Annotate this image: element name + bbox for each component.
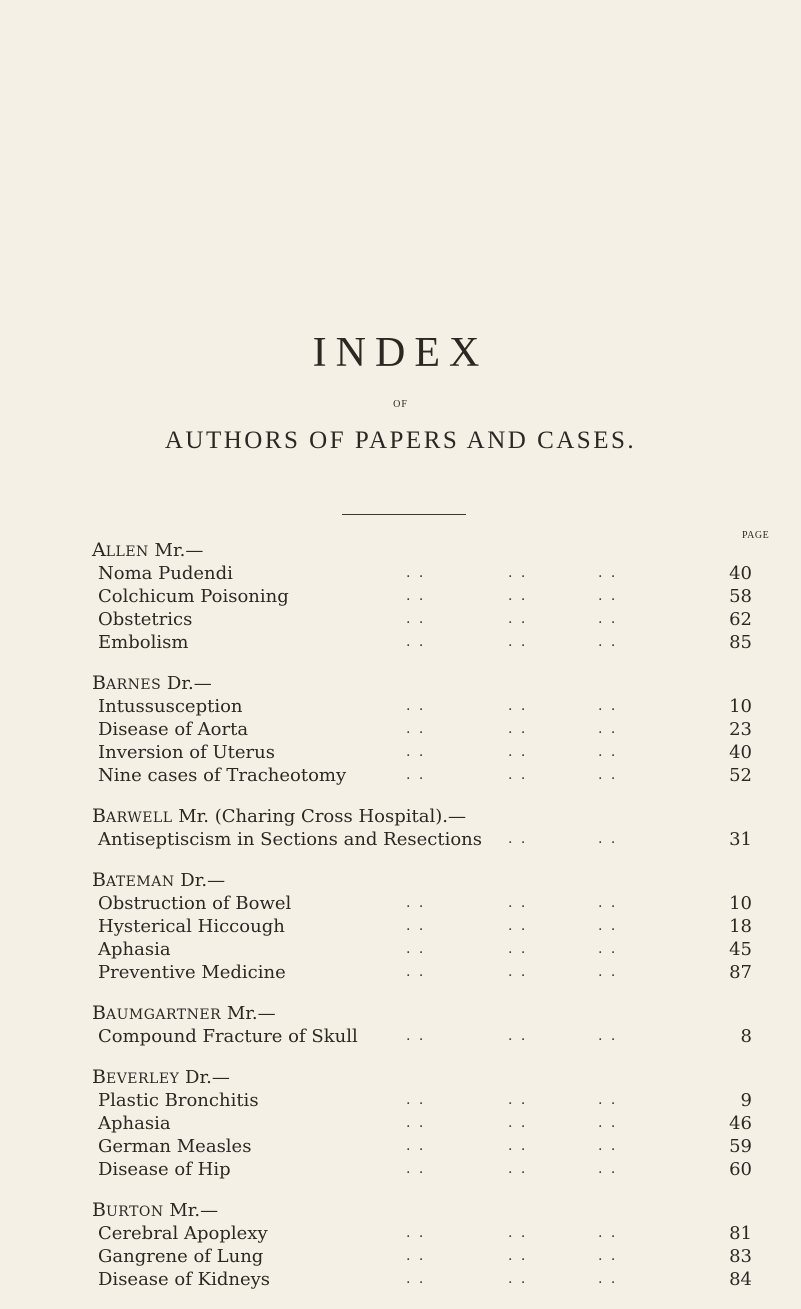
entry-page-number: 58	[729, 586, 752, 607]
author-surname: URTON	[105, 1204, 164, 1220]
author-heading	[92, 1199, 746, 1222]
entry-title: Nine cases of Tracheotomy	[98, 765, 347, 786]
dot-leaders	[98, 631, 692, 654]
leader-dots: . .	[406, 895, 426, 911]
dot-leaders	[98, 961, 692, 984]
leader-dots: . .	[598, 721, 618, 737]
author-initial: B	[92, 672, 106, 694]
index-subtitle: AUTHORS OF PAPERS AND CASES.	[164, 427, 637, 454]
leader-dots: . .	[406, 1225, 426, 1241]
dot-leaders	[98, 1112, 692, 1135]
author-block	[92, 1002, 752, 1048]
leader-dots: . .	[508, 611, 528, 627]
leader-dots: . .	[508, 1225, 528, 1241]
index-entry	[98, 1025, 752, 1048]
dot-leaders	[98, 718, 692, 741]
dot-leaders	[98, 828, 692, 851]
entry-title: Aphasia	[98, 1113, 171, 1134]
leader-dots: . .	[508, 744, 528, 760]
entry-page-number: 81	[729, 1223, 752, 1244]
author-initial: B	[92, 869, 106, 891]
author-surname: AUMGARTNER	[105, 1007, 222, 1023]
entry-title: Compound Fracture of Skull	[98, 1026, 358, 1047]
entry-page-number: 31	[729, 829, 752, 850]
leader-dots: . .	[508, 565, 528, 581]
author-surname: EVERLEY	[105, 1071, 180, 1087]
dot-leaders	[98, 938, 692, 961]
leader-dots: . .	[406, 721, 426, 737]
leader-dots: . .	[406, 744, 426, 760]
author-heading	[92, 869, 746, 892]
leader-dots: . .	[406, 588, 426, 604]
leader-dots: . .	[598, 1138, 618, 1154]
index-entry	[98, 1222, 752, 1245]
author-title: Dr.—	[174, 870, 226, 891]
entry-title: Antiseptiscism in Sections and Resections	[98, 829, 483, 850]
dot-leaders	[98, 1268, 692, 1291]
dot-leaders	[98, 608, 692, 631]
author-initial: B	[92, 1199, 106, 1221]
leader-dots: . .	[406, 767, 426, 783]
leader-dots: . .	[406, 1115, 426, 1131]
dot-leaders	[98, 915, 692, 938]
leader-dots: . .	[598, 831, 618, 847]
author-title: Dr.—	[179, 1067, 230, 1088]
dot-leaders	[98, 1025, 692, 1048]
entry-page-number: 60	[729, 1159, 752, 1180]
dot-leaders	[98, 892, 692, 915]
index-entry	[98, 938, 752, 961]
leader-dots: . .	[598, 1271, 618, 1287]
page-column-label: PAGE	[742, 530, 770, 541]
leader-dots: . .	[508, 1092, 528, 1108]
entry-title: Gangrene of Lung	[98, 1246, 264, 1267]
entry-page-number: 84	[729, 1269, 752, 1290]
entry-page-number: 83	[729, 1246, 752, 1267]
entry-page-number: 40	[729, 563, 752, 584]
leader-dots: . .	[508, 831, 528, 847]
leader-dots: . .	[406, 565, 426, 581]
leader-dots: . .	[598, 1028, 618, 1044]
dot-leaders	[98, 1158, 692, 1181]
leader-dots: . .	[598, 1115, 618, 1131]
author-heading	[92, 539, 746, 562]
leader-dots: . .	[598, 941, 618, 957]
entry-title: Embolism	[98, 632, 189, 653]
leader-dots: . .	[598, 1161, 618, 1177]
dot-leaders	[98, 1245, 692, 1268]
index-entry	[98, 892, 752, 915]
dot-leaders	[98, 1089, 692, 1112]
index-entry	[98, 608, 752, 631]
leader-dots: . .	[598, 698, 618, 714]
index-entry	[98, 562, 752, 585]
author-title: Mr.—	[163, 1200, 219, 1221]
author-title: Mr.—	[221, 1003, 276, 1024]
author-block	[92, 672, 752, 787]
author-block	[92, 539, 752, 654]
leader-dots: . .	[598, 918, 618, 934]
entry-page-number: 9	[740, 1090, 752, 1111]
author-heading	[92, 1002, 746, 1025]
leader-dots: . .	[508, 1161, 528, 1177]
leader-dots: . .	[406, 611, 426, 627]
author-title: Dr.—	[161, 673, 212, 694]
leader-dots: . .	[406, 634, 426, 650]
leader-dots: . .	[406, 964, 426, 980]
entry-page-number: 62	[729, 609, 752, 630]
author-initial: A	[92, 539, 106, 561]
author-block	[92, 1066, 752, 1181]
entry-title: Obstruction of Bowel	[98, 893, 292, 914]
leader-dots: . .	[598, 895, 618, 911]
entry-page-number: 87	[729, 962, 752, 983]
leader-dots: . .	[598, 634, 618, 650]
dot-leaders	[98, 695, 692, 718]
entry-title: Obstetrics	[98, 609, 193, 630]
author-surname: ATEMAN	[105, 874, 175, 890]
leader-dots: . .	[598, 611, 618, 627]
index-entry	[98, 1158, 752, 1181]
entry-page-number: 18	[729, 916, 752, 937]
index-entry	[98, 1089, 752, 1112]
leader-dots: . .	[508, 1271, 528, 1287]
leader-dots: . .	[508, 698, 528, 714]
entry-title: Plastic Bronchitis	[98, 1090, 259, 1111]
leader-dots: . .	[598, 964, 618, 980]
index-entry	[98, 915, 752, 938]
dot-leaders	[98, 741, 692, 764]
leader-dots: . .	[508, 918, 528, 934]
entry-page-number: 40	[729, 742, 752, 763]
leader-dots: . .	[508, 964, 528, 980]
dot-leaders	[98, 585, 692, 608]
index-entry	[98, 718, 752, 741]
leader-dots: . .	[598, 744, 618, 760]
leader-dots: . .	[598, 767, 618, 783]
title-divider	[342, 514, 466, 515]
leader-dots: . .	[598, 565, 618, 581]
index-entry	[98, 585, 752, 608]
entry-page-number: 10	[729, 893, 752, 914]
leader-dots: . .	[598, 1225, 618, 1241]
index-title: INDEX	[312, 330, 489, 376]
entry-title: Colchicum Poisoning	[98, 586, 289, 607]
leader-dots: . .	[598, 588, 618, 604]
author-title: Mr. (Charing Cross Hospital).—	[172, 806, 466, 827]
of-line: OF	[393, 399, 408, 410]
dot-leaders	[98, 1135, 692, 1158]
leader-dots: . .	[406, 698, 426, 714]
leader-dots: . .	[598, 1248, 618, 1264]
leader-dots: . .	[406, 1271, 426, 1287]
leader-dots: . .	[406, 1161, 426, 1177]
entry-title: Intussusception	[98, 696, 243, 717]
leader-dots: . .	[406, 1138, 426, 1154]
leader-dots: . .	[406, 941, 426, 957]
leader-dots: . .	[406, 1092, 426, 1108]
author-block	[92, 1199, 752, 1291]
dot-leaders	[98, 562, 692, 585]
author-title: Mr.—	[148, 540, 204, 561]
leader-dots: . .	[508, 941, 528, 957]
leader-dots: . .	[406, 1028, 426, 1044]
entry-page-number: 10	[729, 696, 752, 717]
author-initial: B	[92, 805, 106, 827]
author-heading	[92, 672, 746, 695]
entry-title: Aphasia	[98, 939, 171, 960]
author-heading	[92, 1066, 746, 1089]
entry-title: Disease of Aorta	[98, 719, 249, 740]
entry-title: Inversion of Uterus	[98, 742, 275, 763]
leader-dots: . .	[508, 1138, 528, 1154]
author-block	[92, 869, 752, 984]
entry-title: German Measles	[98, 1136, 252, 1157]
leader-dots: . .	[598, 1092, 618, 1108]
leader-dots: . .	[508, 1115, 528, 1131]
entry-page-number: 23	[729, 719, 752, 740]
entry-page-number: 45	[729, 939, 752, 960]
leader-dots: . .	[508, 895, 528, 911]
leader-dots: . .	[508, 634, 528, 650]
author-surname: ARNES	[105, 677, 162, 693]
entry-page-number: 46	[729, 1113, 752, 1134]
index-entry	[98, 828, 752, 851]
index-entry	[98, 1135, 752, 1158]
dot-leaders	[98, 1222, 692, 1245]
author-initial: B	[92, 1002, 106, 1024]
leader-dots: . .	[508, 1028, 528, 1044]
author-heading	[92, 805, 746, 828]
index-entry	[98, 695, 752, 718]
author-surname: ARWELL	[105, 810, 173, 826]
entry-page-number: 8	[740, 1026, 752, 1047]
entry-title: Disease of Hip	[98, 1159, 231, 1180]
entry-title: Cerebral Apoplexy	[98, 1223, 268, 1244]
leader-dots: . .	[508, 767, 528, 783]
leader-dots: . .	[406, 918, 426, 934]
index-entry	[98, 1245, 752, 1268]
leader-dots: . .	[406, 1248, 426, 1264]
entry-page-number: 85	[729, 632, 752, 653]
entry-page-number: 59	[729, 1136, 752, 1157]
index-entry	[98, 631, 752, 654]
entry-title: Preventive Medicine	[98, 962, 286, 983]
index-entry	[98, 1112, 752, 1135]
author-surname: LLEN	[105, 544, 149, 560]
leader-dots: . .	[508, 721, 528, 737]
author-block	[92, 805, 752, 851]
author-index-list	[92, 539, 752, 1309]
entry-title: Hysterical Hiccough	[98, 916, 285, 937]
entry-page-number: 52	[729, 765, 752, 786]
author-initial: B	[92, 1066, 106, 1088]
index-entry	[98, 764, 752, 787]
index-entry	[98, 961, 752, 984]
entry-title: Disease of Kidneys	[98, 1269, 271, 1290]
entry-title: Noma Pudendi	[98, 563, 233, 584]
leader-dots: . .	[508, 1248, 528, 1264]
leader-dots: . .	[508, 588, 528, 604]
index-entry	[98, 741, 752, 764]
dot-leaders	[98, 764, 692, 787]
index-entry	[98, 1268, 752, 1291]
